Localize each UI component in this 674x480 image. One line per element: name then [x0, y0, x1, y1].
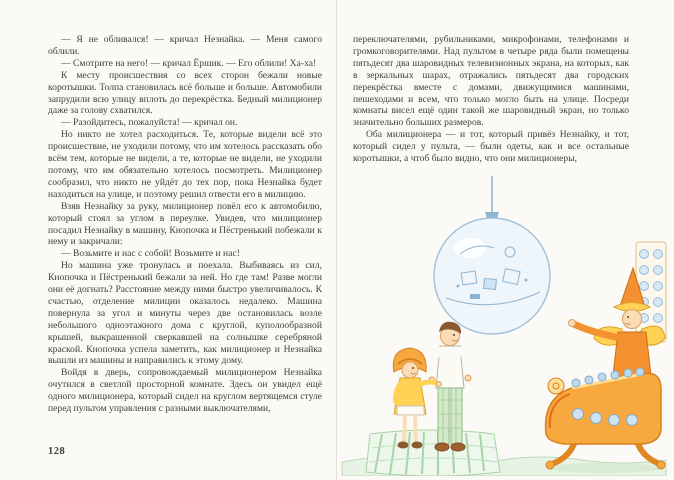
paragraph: Взяв Незнайку за руку, милиционер повёл его к автомобилю, который стоял за углом в переулке. Увидев, что милиционер посадил Незнайку в машину, Кнопочка и Пёстренький побежали к нему и закричали: — [48, 200, 322, 248]
paragraph: К месту происшествия со всех сторон бежали новые коротышки. Толпа становилась всё больше и больше. Автомобили запрудили всю улицу вплоть до перекрёстка. Бедный милиционер даже за голову схватился. — [48, 69, 322, 117]
paragraph: — Возьмите и нас с собой! Возьмите и нас! — [61, 248, 240, 260]
illustration — [341, 176, 667, 476]
right-page-text — [353, 34, 629, 165]
paragraph: переключателями, рубильниками, микрофонами, телефонами и громкоговорителями. Над пультом в четыре ряда были помещены пятьдесят два шаровидных телевизионных экрана, на которых, как в зеркальных шарах, отражались пятьдесят два городских перекрёстка вместе с домами, движущимися машинами, пешеходами и всем, что только могло быть на улице. Посреди комнаты висел ещё один такой же шаровидный экран, но только значительно больших размеров. — [353, 34, 629, 129]
hanging-cord — [485, 176, 499, 222]
paragraph: Но никто не хотел расходиться. Те, которые видели всё это происшествие, не уходили потому, что им хотелось рассказать обо всём тем, которые не видели, а те, которые не видели, не уходили потому, что им обязательно хотелось посмотреть. Милиционер сообразил, что никто не уйдёт до тех пор, пока Незнайка будет находиться на улице, и поэтому решил отвести его в милицию. — [48, 129, 322, 200]
control-console — [546, 368, 665, 473]
paragraph: — Смотрите на него! — кричал Ёршик. — Его облили! Ха-ха! — [61, 57, 317, 69]
paragraph: — Разойдитесь, пожалуйста! — кричал он. — [61, 117, 238, 129]
paragraph: Но машина уже тронулась и поехала. Выбиваясь из сил, Кнопочка и Пёстренький бежали за ней. Но где там! Разве могли они её догнать? Расстояние между ними быстро увеличивалось. К счастью, отделение милиции оказалось недалеко. Машина повернула за угол и минуты через две остановилась возле небольшого одноэтажного дома с круглой, куполообразной крышей, выкрашенной сверкавшей на солнышке серебряной краской. Кнопочка успела заметить, как милиционер и Незнайка вышли из машины и направились к этому дому. — [48, 260, 322, 367]
rug — [366, 430, 500, 476]
right-page — [337, 0, 674, 480]
paragraph: Оба милиционера — и тот, который привёз Незнайку, и тот, который сидел у пульта, — были одеты, как и все остальные коротышки, а чтоб было видно, что они милиционеры, — [353, 129, 629, 165]
left-page-text — [48, 34, 322, 444]
paragraph: — Я не обливался! — кричал Незнайка. — Меня самого облили. — [48, 34, 322, 57]
sphere-screen — [434, 218, 550, 334]
paragraph: Войдя в дверь, сопровождаемый милиционером Незнайка очутился в светлой просторной комнате. Здесь он увидел ещё одного милиционера, который сидел на круглом вертящемся стуле перед пультом управления с разными выключателями, — [48, 367, 322, 415]
page-number: 128 — [48, 446, 66, 457]
